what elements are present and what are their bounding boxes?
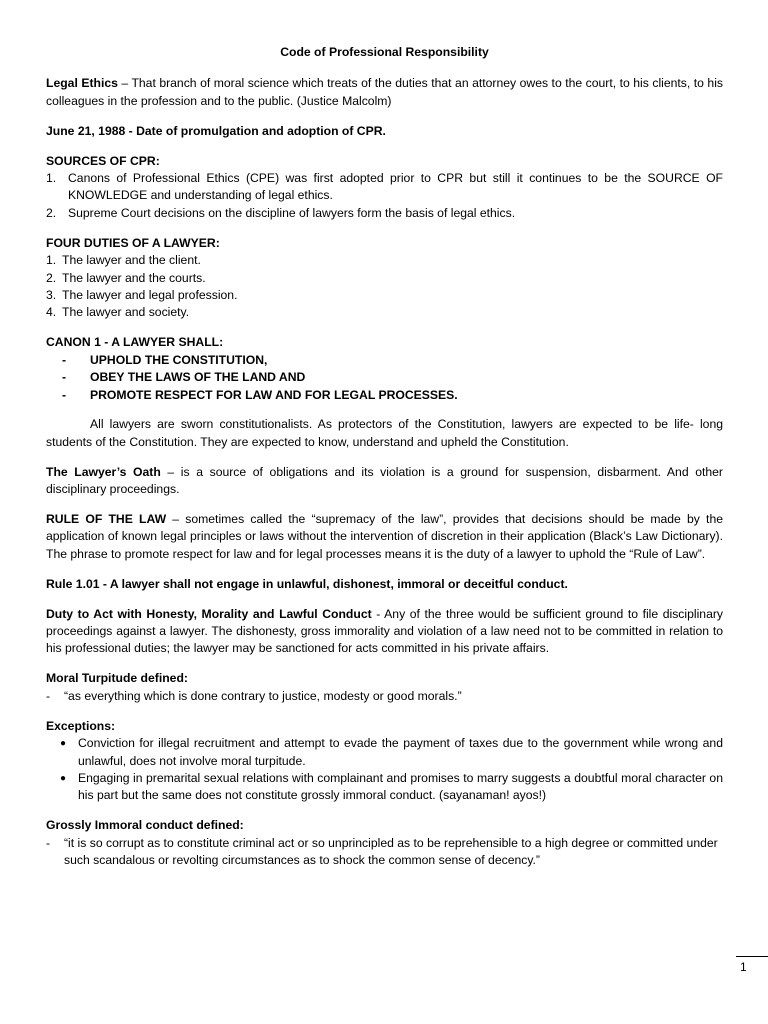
list-item — [46, 770, 723, 805]
footer-rule — [736, 956, 768, 957]
grossly-immoral-list — [46, 835, 723, 870]
list-item — [46, 369, 723, 386]
list-number: 2. — [46, 205, 57, 220]
exceptions-list — [46, 735, 723, 805]
page-title: Code of Professional Responsibility — [280, 45, 489, 59]
list-item-text: Conviction for illegal recruitment and attempt to evade the payment of taxes due to the government while wrong and unlawful, does not involve moral turpitude. — [78, 736, 723, 768]
canon1-list — [46, 352, 723, 404]
list-number: 1. — [46, 253, 57, 268]
rule-of-law-term: RULE OF THE LAW — [46, 512, 167, 527]
canon1-heading: CANON 1 - A LAWYER SHALL: — [46, 335, 224, 350]
list-item — [46, 287, 723, 304]
legal-ethics-text: – That branch of moral science which treats of the duties that an attorney owes to the court, to his clients, to his colleagues in the profession and to the public. (Justice Malcolm) — [46, 76, 723, 108]
list-item — [46, 252, 723, 269]
list-item-text: The lawyer and society. — [62, 305, 190, 320]
list-number: 3. — [46, 287, 57, 302]
rule-101-heading: Rule 1.01 - A lawyer shall not engage in unlawful, dishonest, immoral or deceitful conduct. — [46, 576, 568, 591]
list-item — [46, 205, 723, 222]
dash-marker: - — [46, 688, 51, 703]
duty-honesty-paragraph — [46, 606, 723, 658]
list-item — [46, 387, 723, 404]
dash-marker: - — [46, 835, 51, 850]
list-number: 2. — [46, 270, 57, 285]
list-item-text: Supreme Court decisions on the discipline of lawyers form the basis of legal ethics. — [68, 205, 516, 220]
moral-turpitude-list — [46, 688, 723, 705]
oath-text: – is a source of obligations and its violation is a ground for suspension, disbarment. And other disciplinary proceedings. — [46, 464, 723, 497]
constitutionalists-paragraph: All lawyers are sworn constitutionalists. As protectors of the Constitution, lawyers are expected to be life- long students of the Constitution. They are expected to know, understand and upheld the Constitution. — [46, 417, 723, 449]
grossly-immoral-heading: Grossly Immoral conduct defined: — [46, 818, 244, 833]
list-item-text: “it is so corrupt as to constitute criminal act or so unprincipled as to be reprehensible to a high degree or committed under such scandalous or revolting circumstances as to shock the common sense of decency.” — [64, 835, 718, 868]
list-item — [46, 735, 723, 770]
list-item — [46, 304, 723, 321]
dash-marker: - — [62, 352, 67, 367]
date-line: June 21, 1988 - Date of promulgation and adoption of CPR. — [46, 123, 386, 138]
list-item — [46, 270, 723, 287]
bullet-icon: ● — [60, 772, 67, 784]
list-item-text: UPHOLD THE CONSTITUTION, — [90, 352, 268, 367]
duties-list — [46, 252, 723, 322]
duty-honesty-term: Duty to Act with Honesty, Morality and Lawful Conduct — [46, 606, 372, 621]
list-item — [46, 352, 723, 369]
list-item-text: The lawyer and the courts. — [62, 270, 206, 285]
list-item-text: PROMOTE RESPECT FOR LAW AND FOR LEGAL PROCESSES. — [90, 387, 458, 402]
document-body — [46, 44, 723, 882]
list-item-text: “as everything which is done contrary to justice, modesty or good morals.” — [64, 688, 462, 703]
sources-list — [46, 170, 723, 222]
oath-term: The Lawyer’s Oath — [46, 464, 161, 479]
sources-heading: SOURCES OF CPR: — [46, 153, 160, 168]
bullet-icon: ● — [60, 738, 67, 750]
list-number: 4. — [46, 305, 57, 320]
legal-ethics-paragraph — [46, 75, 723, 110]
duties-heading: FOUR DUTIES OF A LAWYER: — [46, 235, 220, 250]
page-number: 1 — [740, 960, 747, 974]
list-item-text: The lawyer and legal profession. — [62, 287, 238, 302]
list-item-text: The lawyer and the client. — [62, 253, 201, 268]
list-item-text: Engaging in premarital sexual relations with complainant and promises to marry suggests a doubtful moral character on his part but the same does not constitute grossly immoral conduct. (sayanaman! ayos!) — [78, 770, 723, 803]
legal-ethics-term: Legal Ethics — [46, 76, 118, 91]
list-item-text: OBEY THE LAWS OF THE LAND AND — [90, 370, 306, 385]
list-item — [46, 170, 723, 205]
rule-of-law-paragraph — [46, 511, 723, 563]
list-item-text: Canons of Professional Ethics (CPE) was first adopted prior to CPR but still it continues to be the SOURCE OF KNOWLEDGE and understanding of legal ethics. — [68, 171, 723, 203]
oath-paragraph — [46, 464, 723, 499]
moral-turpitude-heading: Moral Turpitude defined: — [46, 671, 188, 686]
exceptions-heading: Exceptions: — [46, 718, 116, 733]
dash-marker: - — [62, 370, 67, 385]
rule-of-law-text: – sometimes called the “supremacy of the law”, provides that decisions should be made by the application of known legal principles or laws without the intervention of discretion in their application (Black’s Law Dictionary). The phrase to promote respect for law and for legal processes means it is the duty of a lawyer to uphold the “Rule of Law”. — [46, 512, 723, 561]
list-item — [46, 835, 723, 870]
list-item — [46, 688, 723, 705]
list-number: 1. — [46, 171, 57, 186]
duty-honesty-text: - Any of the three would be sufficient ground to file disciplinary proceedings against a lawyer. The dishonesty, gross immorality and violation of a law need not to be committed in relation to his professional duties; the lawyer may be sanctioned for acts committed in his private affairs. — [46, 606, 723, 656]
dash-marker: - — [62, 387, 67, 402]
